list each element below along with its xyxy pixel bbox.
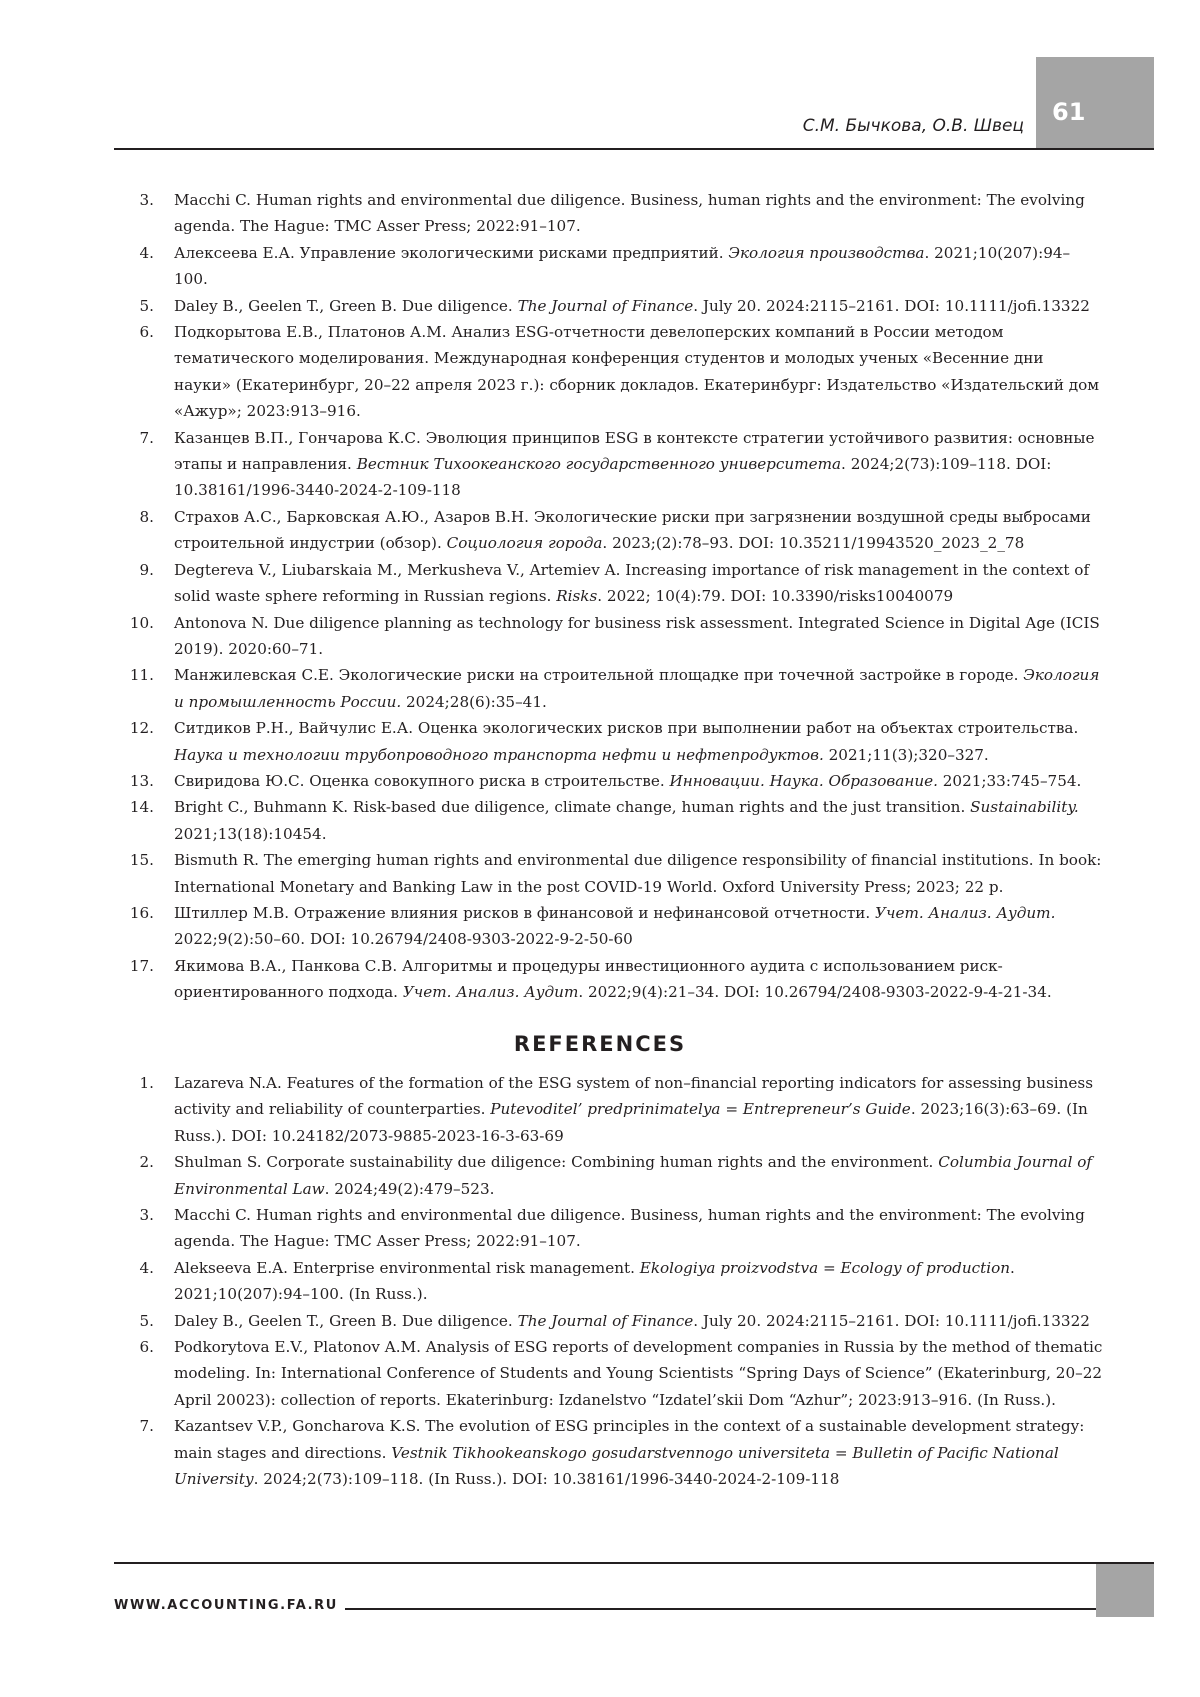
reference-segment: Podkorytova E.V., Platonov A.M. Analysis of ESG reports of development companies in Russia by the method of thematic modeling. In: International Conference of Students and Young Scientists “Spring Days of Science” (Ekaterinburg, 20–22 April 20023): collection of reports. Ekaterinburg: Izdanelstvo “Izdatel’skii Dom “Azhur”; 2023:913–916. (In Russ.). xyxy=(174,1338,1103,1409)
reference-segment: . 2021;10(207):94–100. xyxy=(174,243,1071,289)
reference-source-title: Наука и технологии трубопроводного транспорта нефти и нефтепродуктов. xyxy=(174,745,824,764)
reference-source-title: Ekologiya proizvodstva = Ecology of production xyxy=(639,1258,1011,1277)
reference-segment: Подкорытова Е.В., Платонов А.М. Анализ ESG-отчетности девелоперских компаний в России методом тематического моделирования. Международная конференция студентов и молодых ученых «Весенние дни науки» (Екатеринбург, 20–22 апреля 2023 г.): сборник докладов. Екатеринбург: Издательство «Издательский дом «Ажур»; 2023:913–916. xyxy=(174,323,1100,421)
reference-item xyxy=(118,847,1103,900)
reference-item xyxy=(118,1334,1103,1413)
reference-source-title: Putevoditel’ predprinimatelya = Entrepreneur’s Guide xyxy=(490,1100,911,1119)
reference-item xyxy=(118,794,1103,847)
reference-number: 11. xyxy=(129,666,154,685)
reference-text xyxy=(174,504,1103,557)
reference-segment: Daley B., Geelen T., Green B. Due diligence. xyxy=(174,1311,518,1330)
reference-text xyxy=(174,847,1103,900)
reference-item xyxy=(118,504,1103,557)
reference-item xyxy=(118,1308,1103,1334)
reference-number: 5. xyxy=(139,1311,154,1330)
reference-source-title: Учет. Анализ. Аудит xyxy=(402,983,579,1002)
reference-segment: Свиридова Ю.С. Оценка совокупного риска в строительстве. xyxy=(174,771,670,790)
reference-text xyxy=(174,1334,1103,1413)
reference-segment: . 2023;16(3):63–69. (In Russ.). DOI: 10.24182/2073-9885-2023-16-3-63-69 xyxy=(174,1100,1088,1145)
reference-segment: Штиллер М.В. Отражение влияния рисков в финансовой и нефинансовой отчетности. xyxy=(174,903,876,922)
reference-segment: Bright C., Buhmann K. Risk-based due diligence, climate change, human rights and the just transition. xyxy=(174,798,971,817)
reference-item xyxy=(118,425,1103,504)
reference-text xyxy=(174,1070,1103,1149)
reference-text xyxy=(174,715,1103,768)
reference-number: 10. xyxy=(129,613,154,632)
reference-source-title: Risks xyxy=(556,587,598,606)
reference-source-title: Экология и промышленность России. xyxy=(174,666,1100,711)
reference-number: 13. xyxy=(129,771,154,790)
references-heading: REFERENCES xyxy=(513,1032,687,1056)
reference-number: 5. xyxy=(139,296,154,315)
reference-segment: Ситдиков Р.Н., Вайчулис Е.А. Оценка экологических рисков при выполнении работ на объектах строительства. xyxy=(174,719,1079,738)
reference-item xyxy=(118,715,1103,768)
reference-item xyxy=(118,1202,1103,1255)
reference-segment: Bismuth R. The emerging human rights and environmental due diligence responsibility of financial institutions. In book: International Monetary and Banking Law in the post COVID-19 World. Oxford University Press; 2023; 22 p. xyxy=(174,851,1102,896)
reference-item xyxy=(118,1149,1103,1202)
reference-item xyxy=(118,557,1103,610)
reference-number: 6. xyxy=(139,323,154,342)
footer-tab xyxy=(1096,1564,1154,1617)
reference-text xyxy=(174,240,1103,293)
reference-item xyxy=(118,768,1103,794)
running-header-authors: С.М. Бычкова, О.В. Швец xyxy=(802,116,1024,136)
reference-text xyxy=(174,794,1103,847)
reference-text xyxy=(174,557,1103,610)
reference-segment: Алексеева Е.А. Управление экологическими рисками предприятий. xyxy=(174,243,729,262)
reference-segment: 2022;9(2):50–60. DOI: 10.26794/2408-9303-2022-9-2-50-60 xyxy=(174,930,633,949)
reference-text xyxy=(174,187,1103,240)
journal-website-url[interactable]: WWW.ACCOUNTING.FA.RU xyxy=(114,1598,338,1613)
reference-source-title: Vestnik Tikhookeanskogo gosudarstvennogo universiteta = Bulletin of Pacific National University xyxy=(174,1443,1059,1489)
reference-segment: . 2022; 10(4):79. DOI: 10.3390/risks10040079 xyxy=(597,587,954,606)
reference-text xyxy=(174,1202,1103,1255)
reference-segment: Страхов А.С., Барковская А.Ю., Азаров В.Н. Экологические риски при загрязнении воздушной среды выбросами строительной индустрии (обзор). xyxy=(174,507,1091,553)
reference-number: 6. xyxy=(139,1338,154,1357)
header-divider xyxy=(114,148,1154,150)
reference-text xyxy=(174,1308,1103,1334)
reference-item xyxy=(118,1255,1103,1308)
reference-source-title: Инновации. Наука. Образование. xyxy=(669,771,938,790)
reference-segment: 2021;13(18):10454. xyxy=(174,824,327,843)
reference-text xyxy=(174,662,1103,715)
reference-segment: Shulman S. Corporate sustainability due diligence: Combining human rights and the environment. xyxy=(174,1153,939,1172)
reference-number: 15. xyxy=(129,851,154,870)
reference-segment: Macchi C. Human rights and environmental due diligence. Business, human rights and the environment: The evolving agenda. The Hague: TMC Asser Press; 2022:91–107. xyxy=(174,1206,1085,1251)
russian-reference-list xyxy=(118,187,1103,1006)
reference-segment: . July 20. 2024:2115–2161. DOI: 10.1111/jofi.13322 xyxy=(693,296,1090,315)
reference-item xyxy=(118,187,1103,240)
reference-segment: . 2024;49(2):479–523. xyxy=(324,1179,495,1198)
reference-segment: Kazantsev V.P., Goncharova K.S. The evolution of ESG principles in the context of a sustainable development strategy: main stages and directions. xyxy=(174,1417,1085,1462)
reference-segment: Якимова В.А., Панкова С.В. Алгоритмы и процедуры инвестиционного аудита с использованием риск-ориентированного подхода. xyxy=(174,956,1003,1002)
reference-segment: Degtereva V., Liubarskaia M., Merkusheva V., Artemiev A. Increasing importance of risk management in the context of solid waste sphere reforming in Russian regions. xyxy=(174,560,1090,606)
reference-segment: . 2021;10(207):94–100. (In Russ.). xyxy=(174,1258,1015,1304)
reference-number: 1. xyxy=(139,1074,154,1092)
reference-text xyxy=(174,1255,1103,1308)
reference-item xyxy=(118,1413,1103,1492)
reference-text xyxy=(174,953,1103,1006)
reference-text xyxy=(174,900,1103,953)
reference-number: 9. xyxy=(139,560,154,579)
reference-segment: . 2024;2(73):109–118. DOI: 10.38161/1996-3440-2024-2-109-118 xyxy=(174,455,1052,500)
reference-text xyxy=(174,1413,1103,1492)
reference-item xyxy=(118,240,1103,293)
reference-source-title: Социология города xyxy=(446,534,603,553)
reference-segment: . 2024;2(73):109–118. (In Russ.). DOI: 10.38161/1996-3440-2024-2-109-118 xyxy=(253,1470,840,1489)
reference-number: 16. xyxy=(129,903,154,922)
reference-source-title: Вестник Тихоокеанского государственного университета xyxy=(356,455,842,474)
reference-number: 4. xyxy=(139,243,154,262)
reference-source-title: Учет. Анализ. Аудит. xyxy=(875,903,1056,922)
reference-number: 7. xyxy=(139,1417,154,1436)
reference-item xyxy=(118,610,1103,663)
reference-segment: Macchi C. Human rights and environmental due diligence. Business, human rights and the environment: The evolving agenda. The Hague: TMC Asser Press; 2022:91–107. xyxy=(174,191,1085,236)
reference-item xyxy=(118,1070,1103,1149)
reference-number: 8. xyxy=(139,507,154,526)
reference-item xyxy=(118,293,1103,319)
footer-divider xyxy=(114,1562,1154,1564)
reference-number: 2. xyxy=(139,1153,154,1172)
reference-text xyxy=(174,319,1103,425)
reference-number: 3. xyxy=(139,191,154,209)
reference-number: 4. xyxy=(139,1258,154,1277)
reference-segment: 2024;28(6):35–41. xyxy=(401,692,547,711)
reference-text xyxy=(174,293,1103,319)
footer-underline xyxy=(345,1608,1096,1610)
reference-source-title: Экология производства xyxy=(728,243,925,262)
reference-source-title: The Journal of Finance xyxy=(517,296,694,315)
reference-segment: . July 20. 2024:2115–2161. DOI: 10.1111/jofi.13322 xyxy=(693,1311,1090,1330)
reference-item xyxy=(118,900,1103,953)
reference-number: 12. xyxy=(129,719,154,738)
reference-number: 3. xyxy=(139,1206,154,1225)
english-reference-list xyxy=(118,1070,1103,1493)
page-number: 61 xyxy=(1052,98,1086,126)
reference-item xyxy=(118,953,1103,1006)
reference-source-title: The Journal of Finance xyxy=(517,1311,694,1330)
reference-number: 17. xyxy=(129,956,154,975)
reference-item xyxy=(118,662,1103,715)
reference-segment: 2021;33:745–754. xyxy=(937,771,1082,790)
reference-segment: . 2022;9(4):21–34. DOI: 10.26794/2408-9303-2022-9-4-21-34. xyxy=(578,983,1052,1002)
reference-segment: 2021;11(3);320–327. xyxy=(823,745,989,764)
reference-number: 7. xyxy=(139,428,154,447)
reference-segment: Манжилевская С.Е. Экологические риски на строительной площадке при точечной застройке в городе. xyxy=(174,666,1024,685)
reference-source-title: Sustainability. xyxy=(970,798,1079,817)
reference-item xyxy=(118,319,1103,425)
reference-number: 14. xyxy=(129,798,154,817)
reference-text xyxy=(174,610,1103,663)
reference-segment: Daley B., Geelen T., Green B. Due diligence. xyxy=(174,296,518,315)
reference-text xyxy=(174,1149,1103,1202)
reference-text xyxy=(174,425,1103,504)
reference-segment: Казанцев В.П., Гончарова К.С. Эволюция принципов ESG в контексте стратегии устойчивого развития: основные этапы и направления. xyxy=(174,428,1095,474)
reference-segment: Alekseeva E.A. Enterprise environmental risk management. xyxy=(174,1258,640,1277)
reference-segment: Antonova N. Due diligence planning as technology for business risk assessment. Integrated Science in Digital Age (ICIS 2019). 2020:60–71. xyxy=(174,613,1100,658)
reference-text xyxy=(174,768,1103,794)
reference-segment: . 2023;(2):78–93. DOI: 10.35211/19943520_2023_2_78 xyxy=(602,534,1025,553)
reference-segment: Lazareva N.A. Features of the formation of the ESG system of non–financial reporting indicators for assessing business activity and reliability of counterparties. xyxy=(174,1074,1093,1119)
reference-source-title: Columbia Journal of Environmental Law xyxy=(174,1153,1093,1198)
